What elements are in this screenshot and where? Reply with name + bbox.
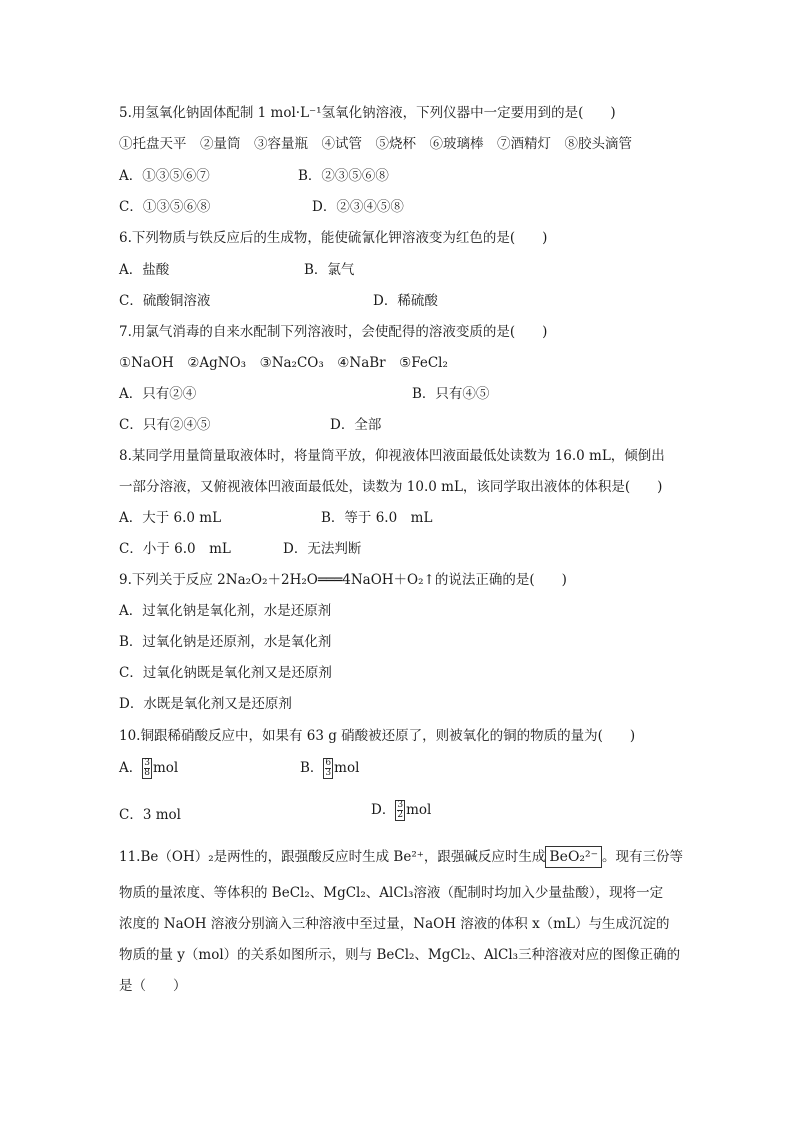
- q10-option-a-fraction: [142, 758, 152, 779]
- q10-option-a-denominator: 8: [144, 768, 150, 778]
- q10-option-b-denominator: 3: [325, 768, 332, 778]
- q11-line2: 物质的量浓度、等体积的 BeCl₂、MgCl₂、AlCl₃溶液（配制时均加入少量盐酸），现将一定: [119, 885, 664, 901]
- q7-option-a: A．只有②④: [119, 386, 197, 402]
- q5-option-a: A．①③⑤⑥⑦: [119, 168, 210, 184]
- q11-line3: 浓度的 NaOH 溶液分别滴入三种溶液中至过量，NaOH 溶液的体积 x（mL）与生成沉淀的: [119, 916, 670, 932]
- q8-stem-line2: 一部分溶液，又俯视液体凹液面最低处，读数为 10.0 mL，该同学取出液体的体积是( ): [119, 479, 663, 495]
- q7-stem: 7.用氯气消毒的自来水配制下列溶液时，会使配得的溶液变质的是( ): [119, 324, 548, 340]
- q7-option-c: C．只有②④⑤: [119, 417, 211, 433]
- q11-line1-tail: 。现有三份等: [602, 849, 684, 865]
- q10-option-a-numerator: 3: [144, 758, 150, 768]
- q9-option-c: C．过氧化钠既是氧化剂又是还原剂: [119, 665, 332, 681]
- q10-option-a-unit: mol: [152, 760, 179, 776]
- q7-option-b: B．只有④⑤: [412, 386, 490, 402]
- q10-stem: 10.铜跟稀硝酸反应中，如果有 63 g 硝酸被还原了，则被氧化的铜的物质的量为( ): [119, 728, 636, 744]
- q6-option-a: A．盐酸: [119, 262, 170, 278]
- q11-line1: [119, 846, 683, 868]
- q5-option-b: B．②③⑤⑥⑧: [298, 168, 389, 184]
- q6-option-c: C．硫酸铜溶液: [119, 293, 211, 309]
- q11-line1-text: 11.Be（OH）₂是两性的，跟强酸反应时生成 Be²⁺，跟强碱反应时生成: [119, 849, 546, 865]
- q10-option-b-label: B．: [300, 760, 324, 776]
- q5-option-c: C．①③⑤⑥⑧: [119, 199, 211, 215]
- q10-option-d-unit: mol: [406, 802, 432, 818]
- q7-items: ①NaOH ②AgNO₃ ③Na₂CO₃ ④NaBr ⑤FeCl₂: [119, 355, 448, 371]
- q8-option-b: B．等于 6.0 mL: [321, 510, 433, 526]
- q8-option-c: C．小于 6.0 mL: [119, 541, 231, 557]
- q9-stem: 9.下列关于反应 2Na₂O₂＋2H₂O═══4NaOH＋O₂↑的说法正确的是( ): [119, 572, 567, 588]
- q11-beo2-box: BeO₂²⁻: [545, 846, 602, 868]
- q5-stem: 5.用氢氧化钠固体配制 1 mol·L⁻¹氢氧化钠溶液，下列仪器中一定要用到的是( ): [119, 105, 616, 121]
- q9-option-a: A．过氧化钠是氧化剂，水是还原剂: [119, 603, 332, 619]
- q10-option-b: [300, 758, 359, 779]
- q6-option-d: D．稀硫酸: [373, 293, 438, 309]
- q5-items: ①托盘天平 ②量筒 ③容量瓶 ④试管 ⑤烧杯 ⑥玻璃棒 ⑦酒精灯 ⑧胶头滴管: [119, 136, 632, 152]
- q10-option-d-label: D．: [371, 802, 396, 818]
- q11-line4: 物质的量 y（mol）的关系如图所示，则与 BeCl₂、MgCl₂、AlCl₃三种溶液对应的图像正确的: [119, 947, 681, 963]
- q10-option-a-label: A．: [119, 760, 143, 776]
- q9-option-b: B．过氧化钠是还原剂，水是氧化剂: [119, 634, 332, 650]
- q10-option-b-fraction: [323, 758, 333, 779]
- q6-option-b: B．氯气: [304, 262, 355, 278]
- q8-option-d: D．无法判断: [283, 541, 362, 557]
- q10-option-a: [119, 758, 178, 779]
- q11-line5: 是（ ）: [119, 978, 187, 994]
- q10-option-c: C．3 mol: [119, 807, 181, 823]
- q6-stem: 6.下列物质与铁反应后的生成物，能使硫氰化钾溶液变为红色的是( ): [119, 230, 548, 246]
- q8-stem-line1: 8.某同学用量筒量取液体时，将量筒平放，仰视液体凹液面最低处读数为 16.0 mL，倾倒出: [119, 448, 665, 464]
- q10-option-b-numerator: 6: [325, 758, 332, 768]
- q9-option-d: D．水既是氧化剂又是还原剂: [119, 696, 292, 712]
- q7-option-d: D．全部: [330, 417, 382, 433]
- q5-option-d: D．②③④⑤⑧: [312, 199, 404, 215]
- q10-option-b-unit: mol: [334, 760, 360, 776]
- q10-option-d: [371, 800, 431, 821]
- q10-option-d-denominator: 2: [397, 810, 404, 820]
- q8-option-a: A．大于 6.0 mL: [119, 510, 222, 526]
- q10-option-d-numerator: 3: [397, 800, 404, 810]
- q10-option-d-fraction: [395, 800, 405, 821]
